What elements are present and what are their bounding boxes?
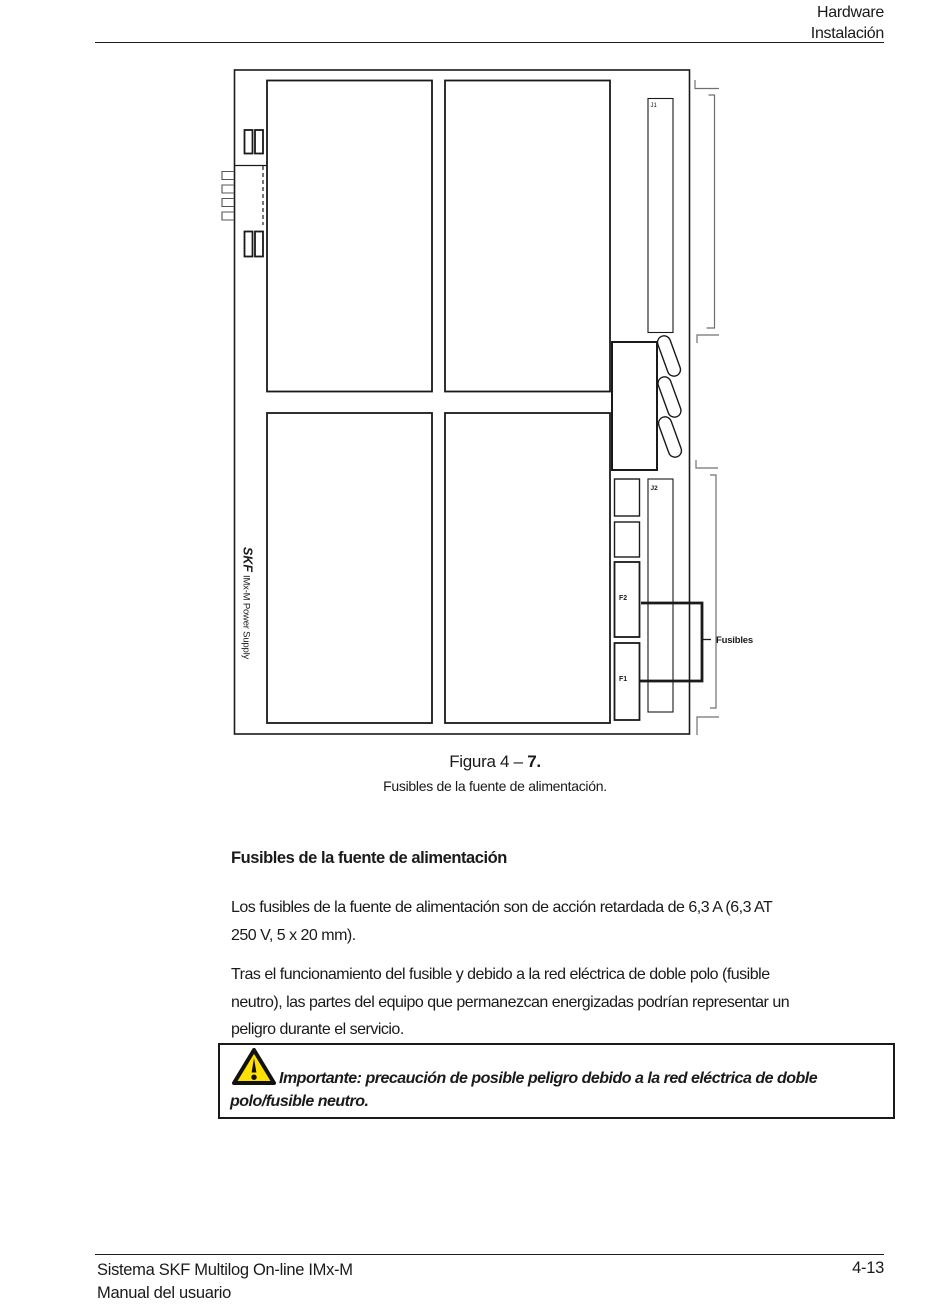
component-rect	[615, 522, 640, 557]
footer-document-info	[97, 1259, 353, 1304]
figure-caption-subtitle: Fusibles de la fuente de alimentación.	[383, 778, 607, 794]
label-j1: J1	[650, 103, 657, 109]
header-rule	[95, 42, 884, 43]
paragraph-line: neutro), las partes del equipo que permanezcan energizadas podrían representar un	[231, 993, 790, 1011]
board-outline	[235, 70, 690, 734]
board-model-text: IMx-M Power Supply	[240, 575, 252, 660]
paragraph-fuse-rating	[231, 894, 911, 949]
dimension-line-fuses	[710, 475, 716, 708]
connector-j2	[648, 479, 673, 712]
page-header	[811, 2, 884, 44]
pin-mark	[222, 185, 234, 193]
left-connector-block	[255, 130, 263, 154]
dimension-line-j1	[707, 95, 715, 328]
warning-triangle-icon	[232, 1047, 276, 1086]
dimension-corner	[695, 80, 719, 89]
paragraph-line: Tras el funcionamiento del fusible y debido a la red eléctrica de doble polo (fusible	[231, 966, 770, 983]
figure-caption-number: 7.	[527, 752, 541, 771]
paragraph-fuse-hazard	[231, 961, 911, 1044]
left-connector-block	[255, 232, 263, 257]
dimension-corner	[696, 460, 718, 468]
component-rect	[615, 479, 640, 516]
capsule-component	[656, 334, 683, 378]
section-heading: Fusibles de la fuente de alimentación	[231, 849, 507, 867]
figure-caption	[100, 752, 890, 795]
connector-j1	[648, 99, 673, 333]
label-fusibles: Fusibles	[716, 635, 753, 646]
module-top-left	[267, 81, 432, 392]
fuses-callout-bracket	[640, 603, 702, 681]
left-connector-block	[245, 232, 253, 257]
pin-mark	[222, 172, 234, 180]
footer-rule	[95, 1254, 884, 1255]
paragraph-line: 250 V, 5 x 20 mm).	[231, 926, 356, 944]
footer-page-number: 4-13	[852, 1259, 884, 1277]
pin-mark	[222, 199, 234, 207]
board-silkscreen-text	[241, 547, 255, 659]
label-j2: J2	[650, 485, 658, 492]
footer-doc-title: Sistema SKF Multilog On-line IMx-M	[97, 1261, 353, 1279]
warning-text-line: Importante: precaución de posible peligro debido a la red eléctrica de doble	[279, 1070, 818, 1087]
left-connector-block	[245, 130, 253, 154]
footer-doc-subtitle: Manual del usuario	[97, 1283, 232, 1302]
warning-exclamation-dot	[251, 1075, 256, 1080]
capsule-component	[656, 375, 683, 419]
paragraph-line: Los fusibles de la fuente de alimentación son de acción retardada de 6,3 A (6,3 AT	[231, 899, 773, 916]
figure-caption-prefix: Figura 4 –	[449, 752, 528, 771]
capsule-component	[657, 415, 684, 459]
module-bottom-left	[267, 413, 432, 723]
skf-logo-text: SKF	[240, 547, 255, 572]
warning-text-line: polo/fusible neutro.	[230, 1093, 369, 1110]
warning-box	[218, 1043, 895, 1119]
figure-caption-title	[100, 752, 890, 772]
paragraph-line: peligro durante el servicio.	[231, 1021, 404, 1038]
header-subsection: Instalación	[810, 25, 884, 42]
label-f1: F1	[619, 676, 628, 683]
pin-mark	[222, 212, 234, 220]
module-top-right	[445, 81, 610, 392]
module-bottom-right	[445, 413, 610, 723]
header-section: Hardware	[817, 4, 884, 21]
label-f2: F2	[619, 595, 628, 602]
dimension-corner	[697, 335, 719, 343]
figure-diagram	[200, 60, 775, 750]
dimension-corner	[697, 717, 719, 735]
component-block	[612, 342, 657, 470]
